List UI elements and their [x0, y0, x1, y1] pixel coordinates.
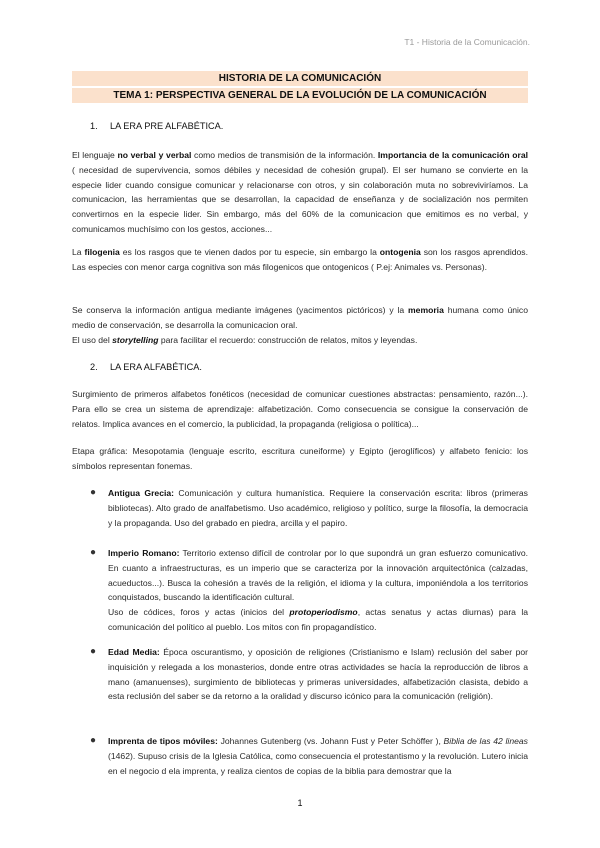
running-header: T1 - Historia de la Comunicación.: [404, 37, 530, 47]
page-number: 1: [297, 798, 303, 808]
section-number: 1.: [90, 121, 98, 131]
document-subtitle: TEMA 1: PERSPECTIVA GENERAL DE LA EVOLUCIÓN DE LA COMUNICACIÓN: [72, 88, 528, 103]
list-item: Imperio Romano: Territorio extenso difícil de controlar por lo que supondrá un gran esfuerzo comunicativo. En cuanto a infraestructuras, es un imperio que se caracteriza por la innovación arquitectónica (calzadas, acueductos...). Busca la cohesión a través de la religión, el idioma y la cultura, imponiéndola a los territorios conquistados, buscando la identificación cultural. Uso de códices, foros y actas (inicios del protoperiodismo, actas senatus y actas diurnas) para la comunicación del político al pueblo. Los mitos con fin propagandístico.: [108, 548, 529, 632]
paragraph: El lenguaje no verbal y verbal como medios de transmisión de la información. Importancia de la comunicación oral ( necesidad de supervivencia, somos débiles y necesidad de cohesión grupal). El ser humano se convierte en la especie lider cuando consigue comunicar y relacionarse con otros, y sin colaboración muta no sobreviviríamos. La comunicacion, las herramientas que se desarrollan, la capacidad de enseñanza y de socialización nos permiten convertirnos en la especie lider. Sin embargo, más del 60% de la comunicacion que emitimos es no verbal, y comunicamos muchísimo con los gestos, acciones...: [72, 150, 529, 234]
paragraph: La filogenia es los rasgos que te vienen dados por tu especie, sin embargo la ontogenia son los rasgos aprendidos. Las especies con menor carga cognitiva son más filogenicos que ontogenicos ( P.ej: Animales vs. Personas).: [72, 247, 528, 272]
bullet-icon: ●: [90, 735, 97, 746]
list-item: Imprenta de tipos móviles: Johannes Gutenberg (vs. Johann Fust y Peter Schöffer ), Biblia de las 42 lineas (1462). Supuso crisis de la Iglesia Católica, como consecuencia el protestantismo y la revolución. Lutero inicia en el negocio d ela imprenta, y realiza cientos de copias de la biblia para demostrar que la: [108, 736, 528, 776]
paragraph: Se conserva la información antigua mediante imágenes (yacimentos pictóricos) y la memoria humana como único medio de conservación, se desarrolla la comunicacion oral. El uso del storytelling para facilitar el recuerdo: construcción de relatos, mitos y leyendas.: [72, 305, 528, 345]
document-title: HISTORIA DE LA COMUNICACIÓN: [72, 71, 528, 86]
paragraph: Etapa gráfica: Mesopotamia (lenguaje escrito, escritura cuneiforme) y Egipto (jeroglíficos) y alfabeto fenicio: los símbolos representan fonemas.: [72, 446, 528, 471]
section-number: 2.: [90, 362, 98, 372]
bullet-icon: ●: [90, 547, 97, 558]
section-title: LA ERA ALFABÉTICA.: [110, 362, 202, 372]
section-title: LA ERA PRE ALFABÉTICA.: [110, 121, 224, 131]
paragraph: Surgimiento de primeros alfabetos fonéticos (necesidad de comunicar cuestiones abstractas: pensamiento, razón...). Para ello se crea un sistema de aprendizaje: alfabetización. Como consecuencia se consigue la conservación de relatos. Implica avances en el comercio, la publicidad, la propaganda (religiosa o política)...: [72, 389, 528, 429]
bullet-icon: ●: [90, 646, 97, 657]
bullet-icon: ●: [90, 487, 97, 498]
section-heading-2: [90, 362, 202, 372]
list-item: Antigua Grecia: Comunicación y cultura humanística. Requiere la conservación escrita: libros (primeras bibliotecas). Alto grado de analfabetismo. Uso académico, religioso y político, surge la filosofía, la democracia y la propaganda. Uso del grabado en piedra, arcilla y el papiro.: [108, 488, 528, 528]
list-item: Edad Media: Época oscurantismo, y oposición de religiones (Cristianismo e Islam) reclusión del saber por inquisición y relegada a los monasterios, donde entre otras actividades se hacía la reproducción de libros a mano (amanuenses), surgimiento de bibliotecas y primeras universidades, alfabetización clasista, debido a esta reclusión del saber se da retorno a la oralidad y discurso icónico para la comunicación (religión).: [108, 647, 528, 702]
section-heading-1: [90, 121, 223, 131]
